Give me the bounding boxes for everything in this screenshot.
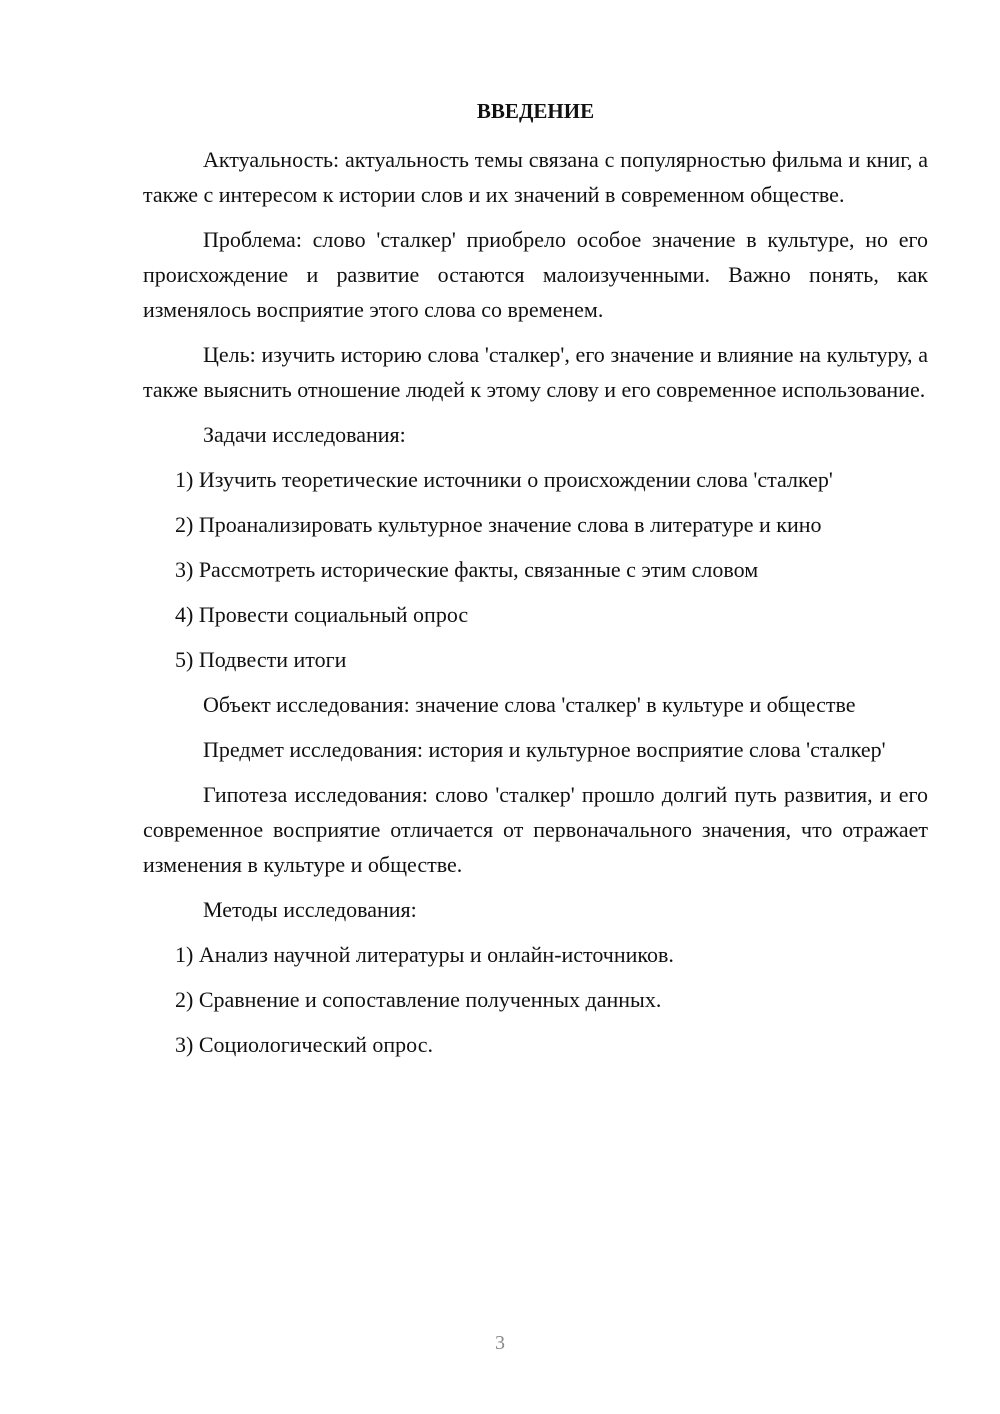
document-page <box>143 94 928 1072</box>
goal-paragraph: Цель: изучить историю слова 'сталкер', его значение и влияние на культуру, а также выяснить отношение людей к этому слову и его современное использование. <box>143 342 928 402</box>
hypothesis-paragraph: Гипотеза исследования: слово 'сталкер' прошло долгий путь развития, и его современное восприятие отличается от первоначального значения, что отражает изменения в культуре и обществе. <box>143 782 928 877</box>
task-item-2: 2) Проанализировать культурное значение слова в литературе и кино <box>175 512 822 537</box>
tasks-list <box>143 462 928 677</box>
methods-list <box>143 937 928 1062</box>
task-item-4: 4) Провести социальный опрос <box>175 602 469 627</box>
methods-heading: Методы исследования: <box>203 897 417 922</box>
method-item-3: 3) Социологический опрос. <box>175 1032 433 1057</box>
relevance-paragraph: Актуальность: актуальность темы связана с популярностью фильма и книг, а также с интересом к истории слов и их значений в современном обществе. <box>143 147 928 207</box>
tasks-heading: Задачи исследования: <box>203 422 406 447</box>
subject-paragraph: Предмет исследования: история и культурное восприятие слова 'сталкер' <box>203 737 886 762</box>
task-item-5: 5) Подвести итоги <box>175 647 347 672</box>
method-item-2: 2) Сравнение и сопоставление полученных данных. <box>175 987 662 1012</box>
page-number: 3 <box>495 1332 505 1354</box>
method-item-1: 1) Анализ научной литературы и онлайн-источников. <box>175 942 674 967</box>
problem-paragraph: Проблема: слово 'сталкер' приобрело особое значение в культуре, но его происхождение и развитие остаются малоизученными. Важно понять, как изменялось восприятие этого слова со временем. <box>143 227 928 322</box>
object-paragraph: Объект исследования: значение слова 'сталкер' в культуре и обществе <box>203 692 856 717</box>
task-item-3: 3) Рассмотреть исторические факты, связанные с этим словом <box>175 557 759 582</box>
task-item-1: 1) Изучить теоретические источники о происхождении слова 'сталкер' <box>175 467 833 492</box>
document-title: ВВЕДЕНИЕ <box>476 99 595 123</box>
